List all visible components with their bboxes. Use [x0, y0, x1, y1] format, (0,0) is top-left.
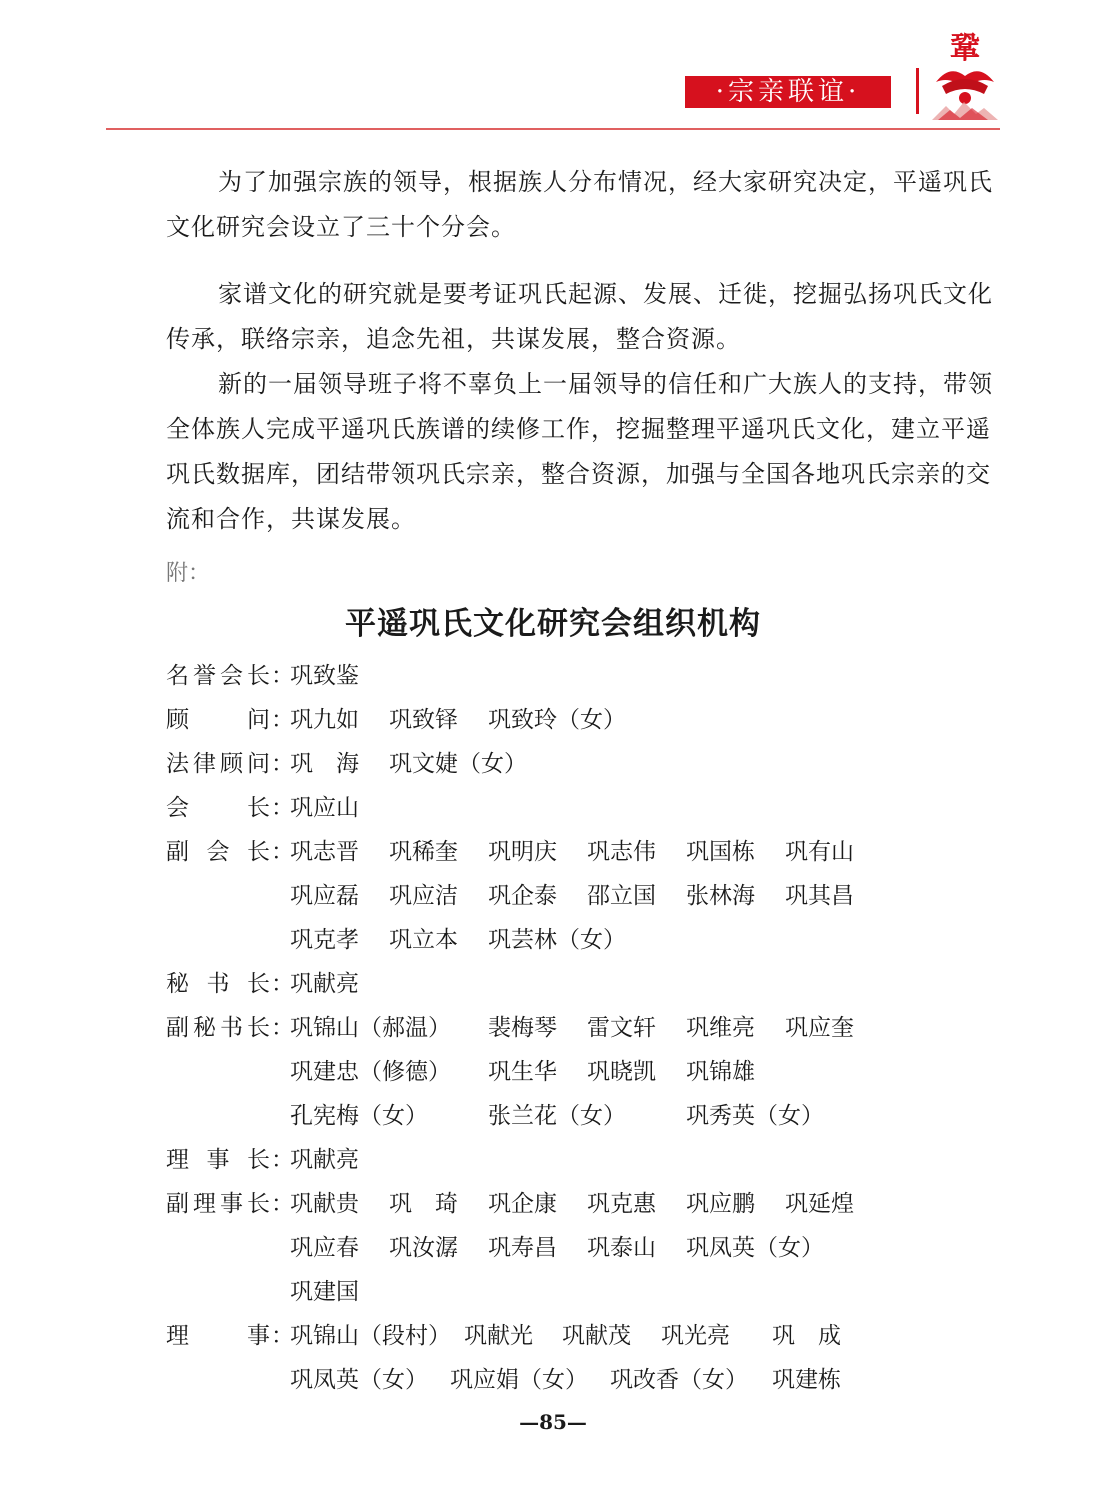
roster-row	[166, 1006, 1026, 1050]
member-name: 巩文婕（女）	[389, 751, 527, 777]
colon: ：	[271, 663, 294, 689]
member-name: 巩企泰	[488, 883, 557, 909]
member-name: 巩克孝	[290, 927, 359, 953]
member-name: 巩应磊	[290, 883, 359, 909]
member-name: 巩明庆	[488, 839, 557, 865]
member-name: 巩汝潺	[389, 1235, 458, 1261]
member-name: 孔宪梅（女）	[290, 1103, 428, 1129]
member-name: 巩应奎	[785, 1015, 854, 1041]
member-name: 巩晓凯	[587, 1059, 656, 1085]
member-name: 巩其昌	[785, 883, 854, 909]
roster-row	[166, 654, 1026, 698]
member-name: 巩改香（女）	[610, 1367, 748, 1393]
role-label: 理事	[166, 1323, 270, 1349]
member-name: 巩致铎	[389, 707, 458, 733]
member-name: 巩稀奎	[389, 839, 458, 865]
member-name: 巩凤英（女）	[290, 1367, 428, 1393]
member-name: 巩芸林（女）	[488, 927, 626, 953]
member-name: 巩应娟（女）	[450, 1367, 588, 1393]
header-divider	[916, 68, 919, 114]
colon: ：	[271, 1323, 294, 1349]
roster-row	[166, 1182, 1026, 1226]
colon: ：	[271, 707, 294, 733]
roster-row	[166, 1270, 1026, 1314]
member-name: 巩志伟	[587, 839, 656, 865]
member-name: 巩延煌	[785, 1191, 854, 1217]
roster-row	[166, 1314, 1026, 1358]
member-name: 巩 成	[772, 1323, 841, 1349]
member-name: 巩九如	[290, 707, 359, 733]
roster-row	[166, 698, 1026, 742]
colon: ：	[271, 1015, 294, 1041]
member-name: 巩献亮	[290, 971, 359, 997]
member-name: 巩建忠（修德）	[290, 1059, 451, 1085]
colon: ：	[271, 971, 294, 997]
roster-row	[166, 962, 1026, 1006]
member-name: 巩致玲（女）	[488, 707, 626, 733]
member-name: 巩应山	[290, 795, 359, 821]
org-title: 平遥巩氏文化研究会组织机构	[345, 606, 761, 642]
colon: ：	[271, 1191, 294, 1217]
roster-row	[166, 1226, 1026, 1270]
member-name: 巩锦山（郝温）	[290, 1015, 451, 1041]
member-name: 张林海	[686, 883, 755, 909]
role-label: 理事长	[166, 1147, 270, 1173]
colon: ：	[271, 751, 294, 777]
member-name: 巩建国	[290, 1279, 359, 1305]
section-header: ·宗亲联谊·	[685, 76, 891, 108]
member-name: 巩维亮	[686, 1015, 755, 1041]
appendix-note: 附：	[166, 561, 211, 586]
colon: ：	[271, 795, 294, 821]
member-name: 巩国栋	[686, 839, 755, 865]
colon: ：	[271, 839, 294, 865]
page-number: —85—	[519, 1410, 587, 1434]
roster-row	[166, 1094, 1026, 1138]
member-name: 巩献亮	[290, 1147, 359, 1173]
header-rule	[106, 128, 1000, 130]
member-name: 巩光亮	[661, 1323, 730, 1349]
role-label: 副理事长	[166, 1191, 270, 1217]
member-name: 巩致鉴	[290, 663, 359, 689]
roster-row	[166, 786, 1026, 830]
member-name: 巩建栋	[772, 1367, 841, 1393]
member-name: 巩 琦	[389, 1191, 458, 1217]
member-name: 巩凤英（女）	[686, 1235, 824, 1261]
member-name: 巩献茂	[562, 1323, 631, 1349]
roster-row	[166, 742, 1026, 786]
member-name: 雷文轩	[587, 1015, 656, 1041]
roster-row	[166, 918, 1026, 962]
role-label: 会长	[166, 795, 270, 821]
member-name: 巩立本	[389, 927, 458, 953]
gong-clan-emblem-icon	[928, 24, 1002, 124]
member-name: 巩志晋	[290, 839, 359, 865]
role-label: 秘书长	[166, 971, 270, 997]
member-name: 巩锦山（段村）	[290, 1323, 451, 1349]
member-name: 巩企康	[488, 1191, 557, 1217]
member-name: 巩应洁	[389, 883, 458, 909]
member-name: 巩秀英（女）	[686, 1103, 824, 1129]
member-name: 巩应春	[290, 1235, 359, 1261]
member-name: 裴梅琴	[488, 1015, 557, 1041]
paragraph: 为了加强宗族的领导，根据族人分布情况，经大家研究决定，平遥巩氏文化研究会设立了三十个分会。	[166, 168, 993, 241]
roster-row	[166, 1358, 1026, 1402]
member-name: 巩寿昌	[488, 1235, 557, 1261]
member-name: 巩献贵	[290, 1191, 359, 1217]
member-name: 巩有山	[785, 839, 854, 865]
member-name: 巩泰山	[587, 1235, 656, 1261]
roster-row	[166, 1138, 1026, 1182]
member-name: 张兰花（女）	[488, 1103, 626, 1129]
role-label: 法律顾问	[166, 751, 270, 777]
role-label: 顾问	[166, 707, 270, 733]
role-label: 副会长	[166, 839, 270, 865]
roster-row	[166, 830, 1026, 874]
logo-glyph: 鞏	[950, 31, 980, 66]
member-name: 邵立国	[587, 883, 656, 909]
roster-row	[166, 1050, 1026, 1094]
member-name: 巩克惠	[587, 1191, 656, 1217]
role-label: 名誉会长	[166, 663, 270, 689]
member-name: 巩生华	[488, 1059, 557, 1085]
colon: ：	[271, 1147, 294, 1173]
paragraph: 新的一届领导班子将不辜负上一届领导的信任和广大族人的支持，带领全体族人完成平遥巩氏族谱的续修工作，挖掘整理平遥巩氏文化，建立平遥巩氏数据库，团结带领巩氏宗亲，整合资源，加强与全国各地巩氏宗亲的交流和合作，共谋发展。	[166, 370, 993, 533]
member-name: 巩应鹏	[686, 1191, 755, 1217]
role-label: 副秘书长	[166, 1015, 270, 1041]
member-name: 巩 海	[290, 751, 359, 777]
member-name: 巩献光	[464, 1323, 533, 1349]
org-roster	[166, 654, 1026, 1402]
member-name: 巩锦雄	[686, 1059, 755, 1085]
paragraph: 家谱文化的研究就是要考证巩氏起源、发展、迁徙，挖掘弘扬巩氏文化传承，联络宗亲，追念先祖，共谋发展，整合资源。	[166, 280, 993, 353]
roster-row	[166, 874, 1026, 918]
